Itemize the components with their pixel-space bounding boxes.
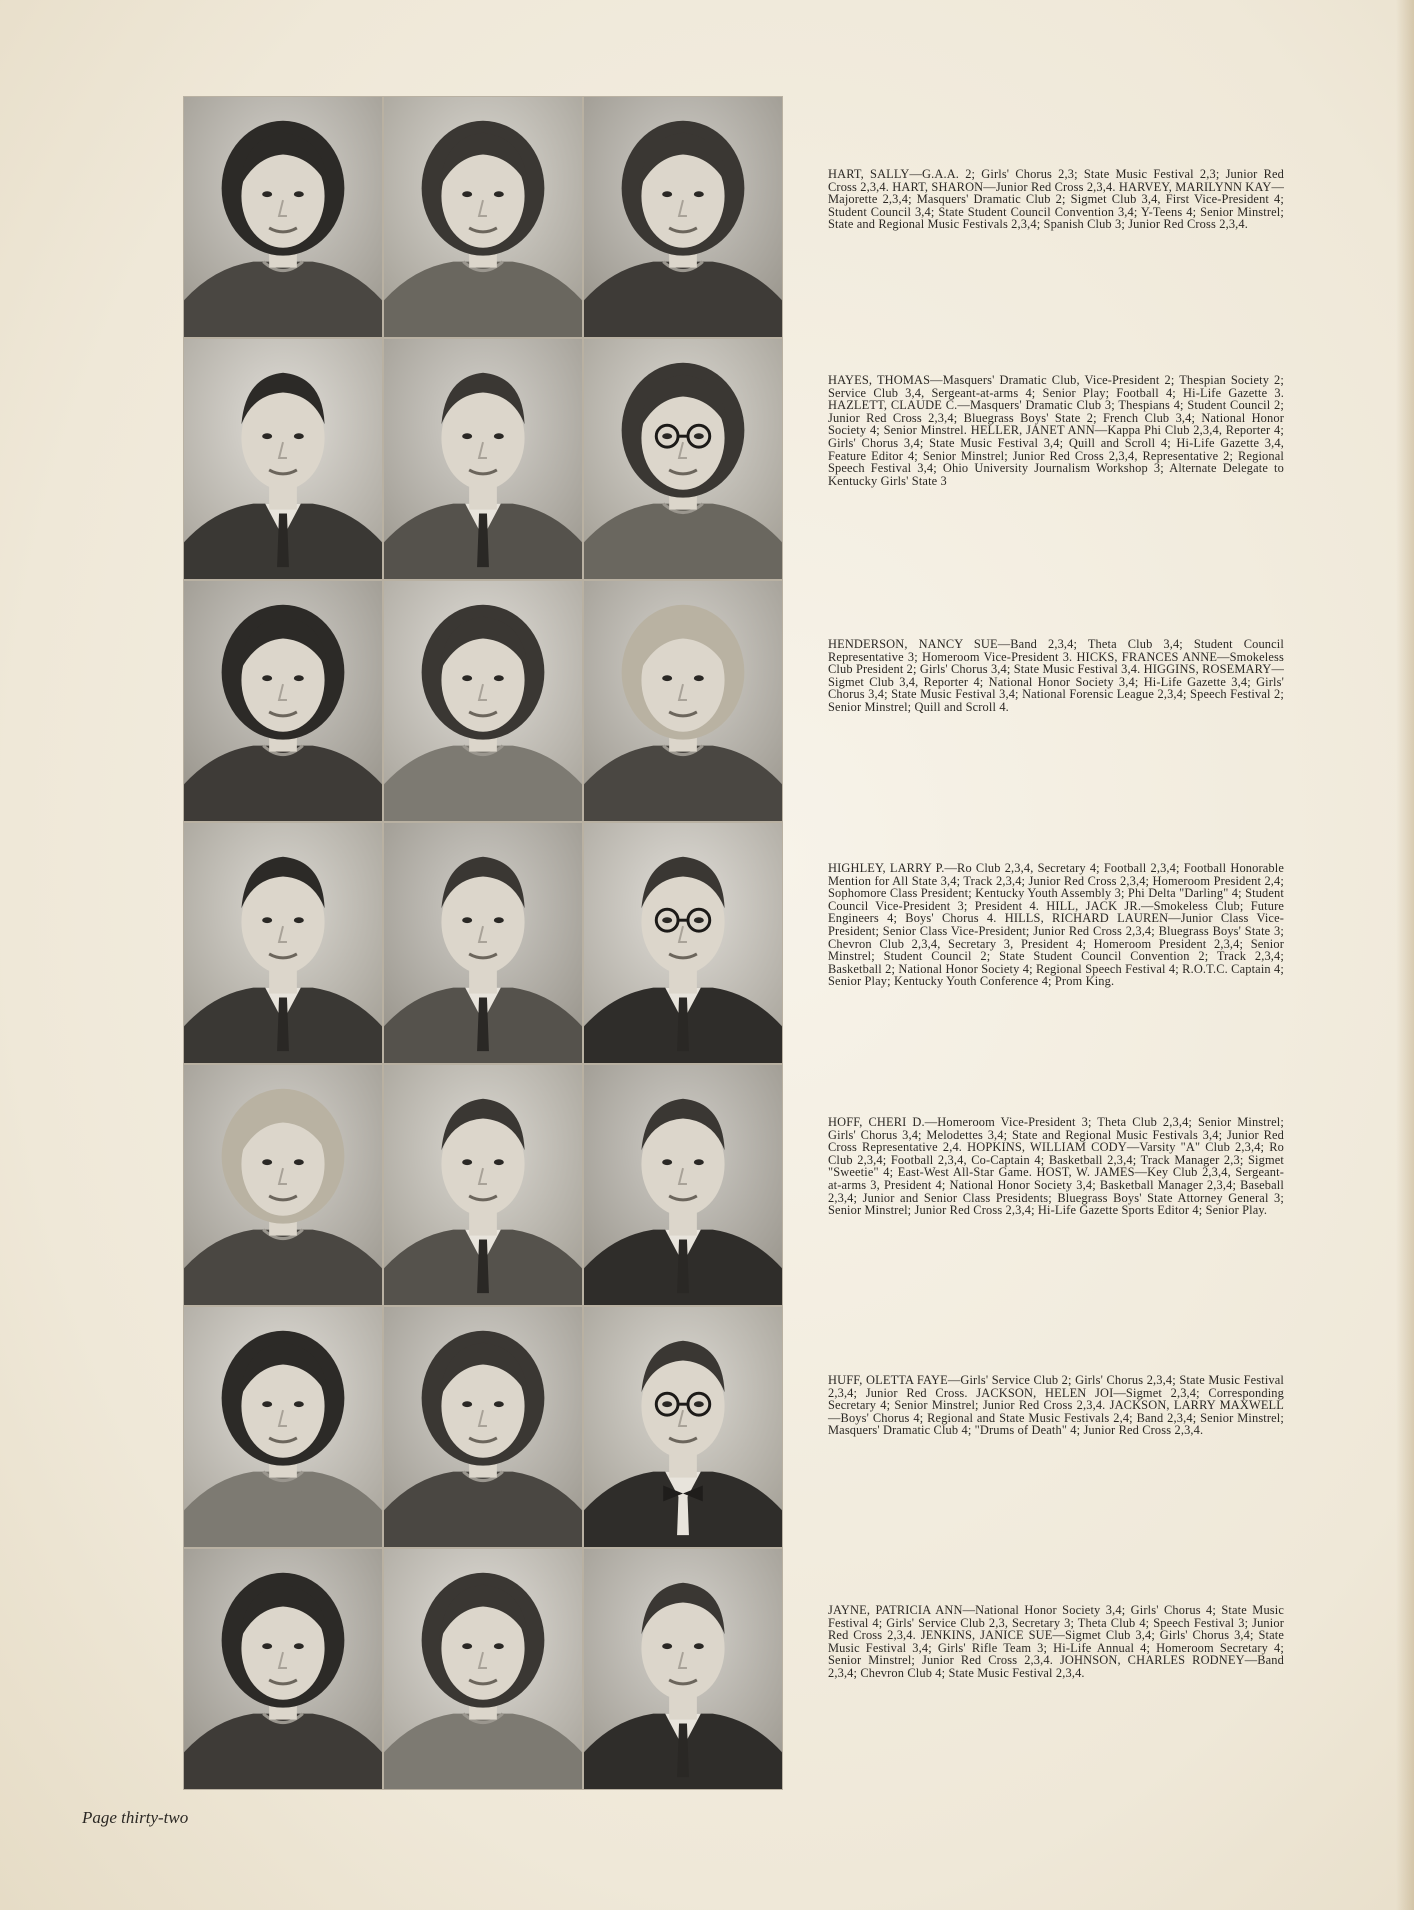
student-portrait <box>183 580 383 822</box>
bio-row-6: HUFF, OLETTA FAYE—Girls' Service Club 2; Girls' Chorus 2,3,4; State Music Festival 2,3,4; Junior Red Cross. JACKSON, HELEN JOI—Sigmet 2,3,4; Corresponding Secretary 4; Senior Minstrel; Junior Red Cross 2,3,4. JACKSON, LARRY MAXWELL—Boys' Chorus 4; Regional and State Music Festivals 2,4; Band 2,3,4; Senior Minstrel; Masquers' Dramatic Club 4; "Drums of Death" 4; Junior Red Cross 2,3,4. <box>828 1373 1284 1438</box>
page-edge-shadow <box>1396 0 1414 1910</box>
student-portrait <box>183 338 383 580</box>
bio-row-3: HENDERSON, NANCY SUE—Band 2,3,4; Theta Club 3,4; Student Council Representative 3; Homeroom Vice-President 3. HICKS, FRANCES ANNE—Smokeless Club President 2; Girls' Chorus 3,4; State Music Festival 3,4. HIGGINS, ROSEMARY—Sigmet Club 3,4, Reporter 4; National Honor Society 3,4; Hi-Life Gazette 3,4; Girls' Chorus 3,4; State Music Festival 3,4; National Forensic League 2,3,4; Speech Festival 2; Senior Minstrel; Quill and Scroll 4. <box>828 637 1284 714</box>
student-portrait <box>583 1064 783 1306</box>
bio-row-4: HIGHLEY, LARRY P.—Ro Club 2,3,4, Secretary 4; Football 2,3,4; Football Honorable Mention for All State 3,4; Track 2,3,4; Junior Red Cross 2,3,4; Homeroom President 2,4; Sophomore Class President; Kentucky Youth Assembly 3; Phi Delta "Darling" 4; Student Council Vice-President 3; President 4. HILL, JACK JR.—Smokeless Club; Future Engineers 4; Boys' Chorus 4. HILLS, RICHARD LAUREN—Junior Class Vice-President; Senior Class Vice-President; Junior Red Cross 2,3,4; Bluegrass Boys' State 3; Chevron Club 2,3,4, Secretary 3, President 4; Homeroom President 2,3,4; Senior Minstrel; Student Council 2; State Student Council Convention 2; Track 2,3,4; Basketball 2; National Honor Society 4; Regional Speech Festival 4; R.O.T.C. Captain 4; Senior Play; Kentucky Youth Conference 4; Prom King. <box>828 861 1284 989</box>
student-portrait <box>383 1306 583 1548</box>
student-portrait <box>583 338 783 580</box>
bio-row-2: HAYES, THOMAS—Masquers' Dramatic Club, Vice-President 2; Thespian Society 2; Service Club 3,4, Sergeant-at-arms 4; Senior Play; Football 4; Hi-Life Gazette 3. HAZLETT, CLAUDE C.—Masquers' Dramatic Club 3; Thespians 4; Student Council 2; Junior Red Cross 2,3,4; Bluegrass Boys' State 2; French Club 3,4; National Honor Society 4; Senior Minstrel. HELLER, JANET ANN—Kappa Phi Club 2,3,4, Reporter 4; Girls' Chorus 3,4; State Music Festival 3,4; Quill and Scroll 4; Hi-Life Gazette 3,4, Feature Editor 4; Senior Minstrel; Junior Red Cross 2,3,4, Representative 2; Regional Speech Festival 3,4; Ohio University Journalism Workshop 3; Alternate Delegate to Kentucky Girls' State 3 <box>828 373 1284 488</box>
student-portrait <box>583 96 783 338</box>
bio-row-1: HART, SALLY—G.A.A. 2; Girls' Chorus 2,3; State Music Festival 2,3; Junior Red Cross 2,3,4. HART, SHARON—Junior Red Cross 2,3,4. HARVEY, MARILYNN KAY—Majorette 2,3,4; Masquers' Dramatic Club 2; Sigmet Club 3,4, First Vice-President 4; Student Council 3,4; State Student Council Convention 3,4; Y-Teens 4; Senior Minstrel; State and Regional Music Festivals 2,3,4; Spanish Club 3; Junior Red Cross 2,3,4. <box>828 167 1284 232</box>
student-portrait <box>583 1548 783 1790</box>
student-portrait <box>183 822 383 1064</box>
student-portrait <box>583 822 783 1064</box>
student-portrait <box>383 580 583 822</box>
portrait-grid <box>183 96 783 1790</box>
page-number-label: Page thirty-two <box>82 1808 189 1827</box>
student-portrait <box>383 96 583 338</box>
bio-row-5: HOFF, CHERI D.—Homeroom Vice-President 3; Theta Club 2,3,4; Senior Minstrel; Girls' Chorus 3,4; Melodettes 3,4; State and Regional Music Festivals 3,4; Junior Red Cross Representative 2,4. HOPKINS, WILLIAM CODY—Varsity "A" Club 2,3,4; Ro Club 2,3,4; Football 2,3,4, Co-Captain 4; Basketball 2,3,4; Track Manager 2,3; Sigmet "Sweetie" 4; East-West All-Star Game. HOST, W. JAMES—Key Club 2,3,4, Sergeant-at-arms 3, President 4; National Honor Society 3,4; Basketball Manager 2,3,4; Baseball 2,3,4; Junior and Senior Class Presidents; Bluegrass Boys' State Attorney General 3; Senior Minstrel; Junior Red Cross 2,3,4; Hi-Life Gazette Sports Editor 4; Senior Play. <box>828 1115 1284 1218</box>
student-portrait <box>583 580 783 822</box>
student-portrait <box>583 1306 783 1548</box>
student-portrait <box>183 1064 383 1306</box>
student-portrait <box>383 1064 583 1306</box>
student-portrait <box>383 822 583 1064</box>
bio-row-7: JAYNE, PATRICIA ANN—National Honor Society 3,4; Girls' Chorus 4; State Music Festival 4; Girls' Service Club 2,3, Secretary 3; Theta Club 4; Speech Festival 3; Junior Red Cross 2,3,4. JENKINS, JANICE SUE—Sigmet Club 3,4; Girls' Chorus 3,4; State Music Festival 3,4; Girls' Rifle Team 3; Hi-Life Annual 4; Homeroom Secretary 4; Senior Minstrel; Junior Red Cross 2,3,4. JOHNSON, CHARLES RODNEY—Band 2,3,4; Chevron Club 4; State Music Festival 2,3,4. <box>828 1603 1284 1680</box>
student-portrait <box>183 96 383 338</box>
student-portrait <box>183 1306 383 1548</box>
student-portrait <box>383 1548 583 1790</box>
student-portrait <box>183 1548 383 1790</box>
student-portrait <box>383 338 583 580</box>
